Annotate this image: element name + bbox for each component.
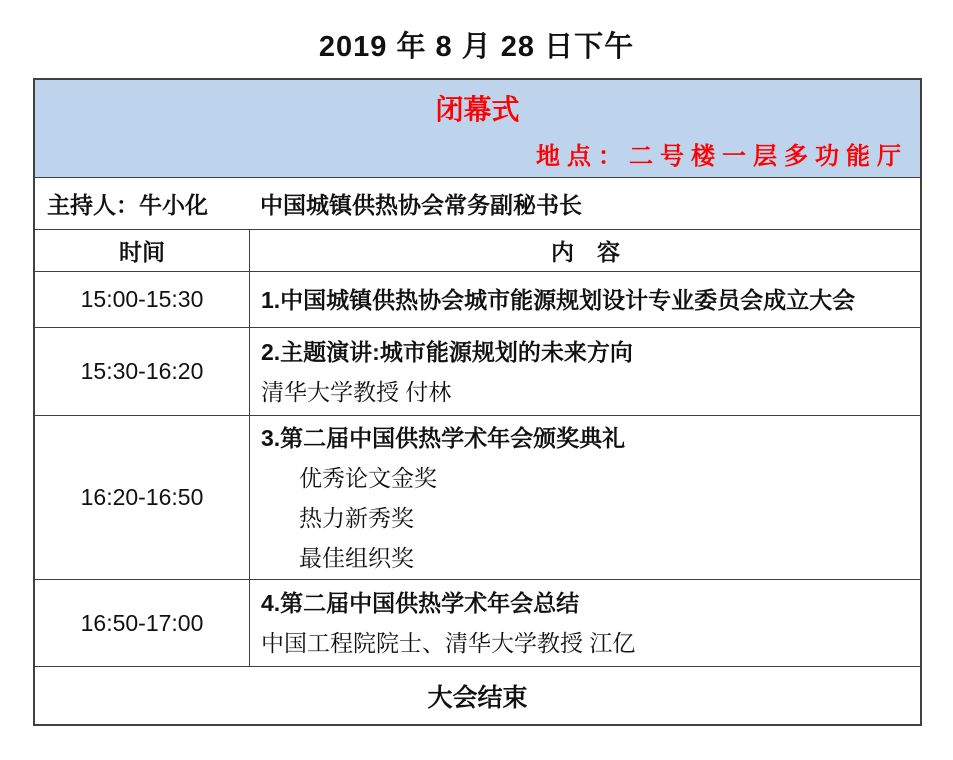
column-header-row — [35, 230, 920, 272]
time-cell: 15:00-15:30 — [35, 272, 250, 327]
agenda-item-title: 4.第二届中国供热学术年会总结 — [261, 590, 580, 616]
agenda-item-speaker: 清华大学教授 付林 — [261, 378, 452, 405]
host-affiliation: 中国城镇供热协会常务副秘书长 — [260, 192, 582, 218]
time-cell: 15:30-16:20 — [35, 328, 250, 415]
table-row — [35, 272, 920, 328]
session-title: 闭幕式 — [435, 94, 520, 125]
table-row — [35, 580, 920, 667]
award-item: 优秀论文金奖 — [299, 464, 437, 491]
award-item: 热力新秀奖 — [299, 504, 414, 531]
column-header-content: 内 容 — [551, 239, 620, 265]
table-row — [35, 416, 920, 580]
content-cell — [250, 272, 920, 327]
agenda-item-title: 3.第二届中国供热学术年会颁奖典礼 — [261, 424, 626, 451]
content-cell — [250, 580, 920, 666]
time-cell: 16:50-17:00 — [35, 580, 250, 666]
agenda-item-title: 1.中国城镇供热协会城市能源规划设计专业委员会成立大会 — [261, 286, 856, 313]
agenda-item-speaker: 中国工程院院士、清华大学教授 江亿 — [261, 630, 636, 656]
host-label: 主持人：牛小化 — [47, 192, 208, 218]
agenda-item-title: 2.主题演讲:城市能源规划的未来方向 — [261, 338, 633, 365]
content-cell — [250, 328, 920, 415]
content-cell — [250, 416, 920, 579]
award-item: 最佳组织奖 — [299, 544, 414, 571]
host-row — [35, 178, 920, 230]
schedule-table — [33, 78, 922, 726]
column-header-time: 时间 — [35, 230, 250, 271]
table-footer — [35, 667, 920, 724]
session-header — [35, 80, 920, 178]
session-location: 地点：二号楼一层多功能厅 — [536, 143, 908, 170]
time-cell: 16:20-16:50 — [35, 416, 250, 579]
footer-text: 大会结束 — [427, 683, 528, 712]
page-title: 2019 年 8 月 28 日下午 — [318, 31, 635, 63]
table-row — [35, 328, 920, 416]
